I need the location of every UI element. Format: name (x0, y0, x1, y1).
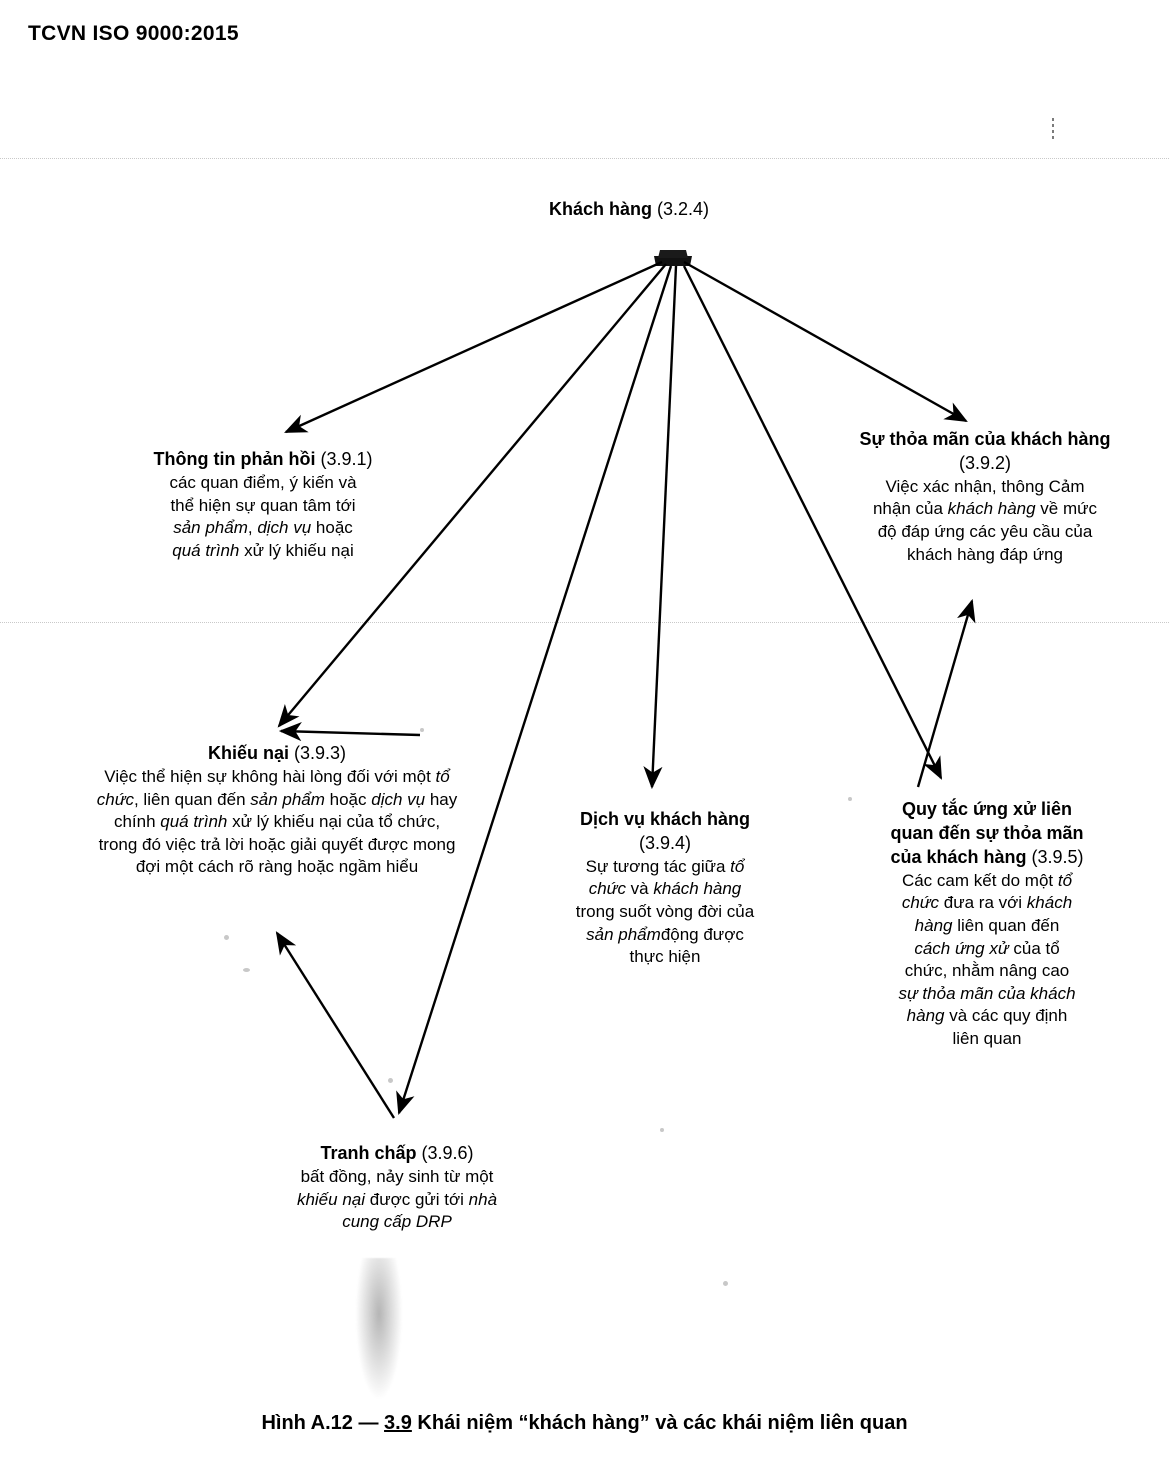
node-customer-title: Khách hàng (3.2.4) (548, 199, 710, 219)
node-customer-service-description: Sự tương tác giữa tổ chức và khách hàng trong suốt vòng đời của sản phẩmđộng được thực hiện (575, 856, 755, 967)
margin-tick-mark (1052, 118, 1054, 140)
node-complaint (42, 742, 512, 879)
node-customer-satisfaction-title: Sự thỏa mãn của khách hàng (3.9.2) (859, 429, 1111, 473)
node-customer-satisfaction-description: Việc xác nhận, thông Cảm nhận của khách hàng về mức độ đáp ứng các yêu cầu của khách hàng đáp ứng (872, 476, 1098, 564)
scan-speck (224, 935, 229, 940)
scan-speck (243, 968, 250, 972)
node-dispute-description: bất đồng, nảy sinh từ một khiếu nại được gửi tới nhà cung cấp DRP (296, 1166, 498, 1232)
node-code-of-conduct (862, 798, 1112, 1051)
node-feedback (108, 448, 418, 562)
scan-speck (388, 1078, 393, 1083)
node-complaint-title: Khiếu nại (3.9.3) (207, 743, 347, 763)
scan-speck (848, 797, 852, 801)
node-feedback-title: Thông tin phản hồi (3.9.1) (153, 449, 373, 469)
page-title: TCVN ISO 9000:2015 (28, 22, 239, 45)
node-feedback-description: các quan điểm, ý kiến và thể hiện sự quan tâm tới sản phẩm, dịch vụ hoặc quá trình xử lý khiếu nại (169, 472, 357, 560)
node-customer-service-title: Dịch vụ khách hàng (3.9.4) (579, 809, 751, 853)
node-code-of-conduct-title: Quy tắc ứng xử liên quan đến sự thỏa mãn của khách hàng (3.9.5) (890, 799, 1084, 867)
scan-smudge (356, 1258, 402, 1398)
node-code-of-conduct-description: Các cam kết do một tổ chức đưa ra với khách hàng liên quan đến cách ứng xử của tổ chức, nhằm nâng cao sự thỏa mãn của khách hàng và các quy định liên quan (898, 870, 1076, 1049)
node-dispute (252, 1142, 542, 1234)
node-customer-satisfaction (820, 428, 1150, 566)
node-dispute-title: Tranh chấp (3.9.6) (320, 1143, 474, 1163)
node-complaint-description: Việc thể hiện sự không hài lòng đối với một tổ chức, liên quan đến sản phẩm hoặc dịch vụ hay chính quá trình xử lý khiếu nại của tổ chức, trong đó việc trả lời hoặc giải quyết được mong đợi một cách rõ ràng hoặc ngầm hiểu (96, 766, 458, 877)
divider-middle (0, 622, 1169, 623)
scan-speck (420, 728, 424, 732)
scan-speck (660, 1128, 664, 1132)
figure-caption: Hình A.12 — 3.9 Khái niệm “khách hàng” và các khái niệm liên quan (261, 1412, 908, 1434)
scan-speck (723, 1281, 728, 1286)
node-customer-service (540, 808, 790, 969)
divider-top (0, 158, 1169, 159)
node-customer (484, 198, 774, 222)
